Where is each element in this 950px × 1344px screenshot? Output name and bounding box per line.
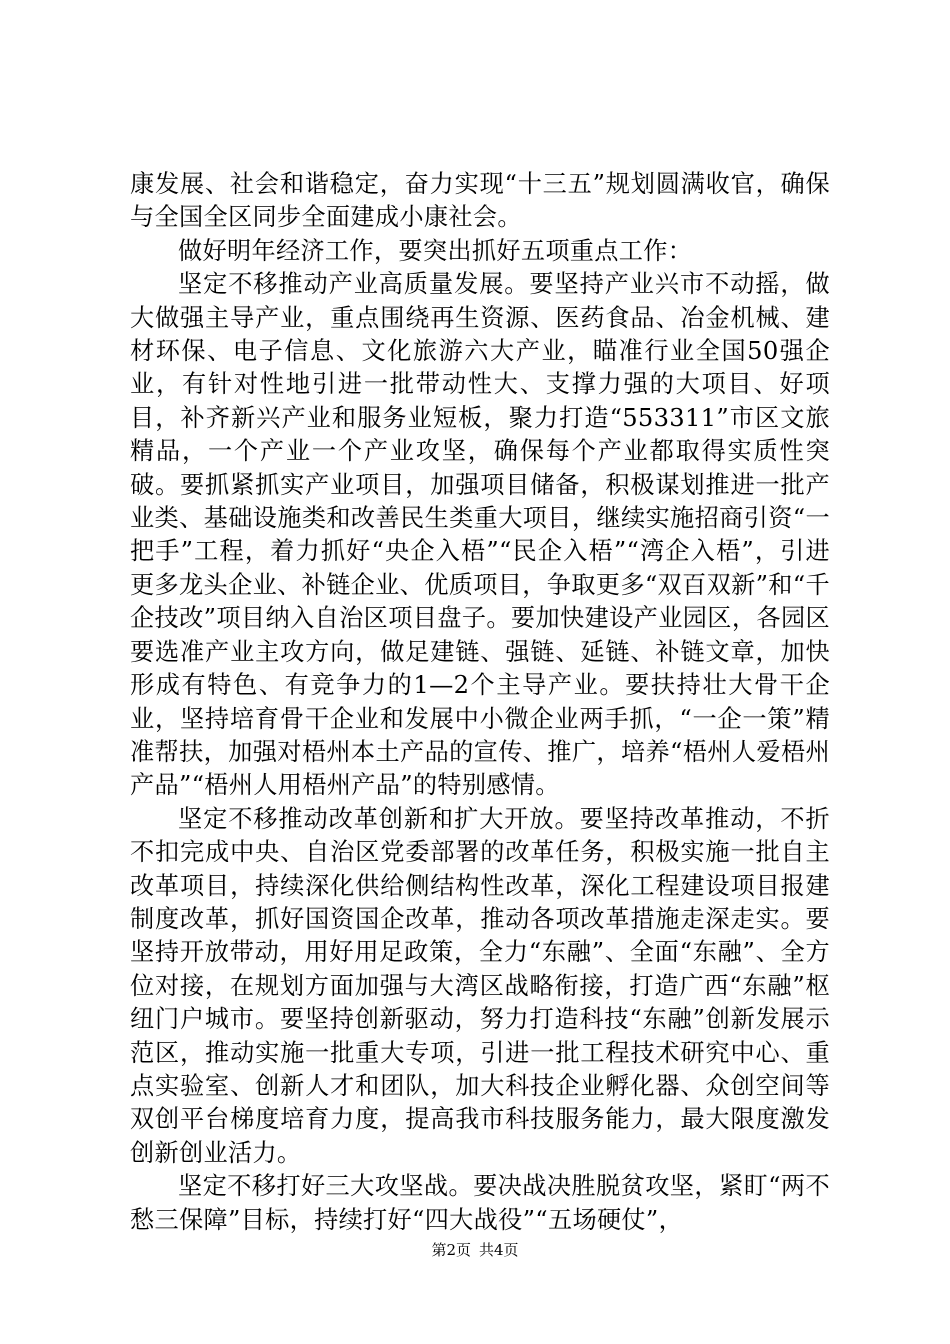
document-body [130, 168, 830, 1237]
page-footer [0, 1240, 950, 1260]
paragraph-5: 坚定不移打好三大攻坚战。要决战决胜脱贫攻坚，紧盯“两不愁三保障”目标，持续打好“四大战役”“五场硬仗”， [130, 1172, 830, 1234]
paragraph-2: 做好明年经济工作，要突出抓好五项重点工作： [178, 236, 693, 265]
paragraph-1: 康发展、社会和谐稳定，奋力实现“十三五”规划圆满收官，确保与全国全区同步全面建成小康社会。 [130, 170, 830, 232]
paragraph-4: 坚定不移推动改革创新和扩大开放。要坚持改革推动，不折不扣完成中央、自治区党委部署的改革任务，积极实施一批自主改革项目，持续深化供给侧结构性改革，深化工程建设项目报建制度改革，抓好国资国企改革，推动各项改革措施走深走实。要坚持开放带动，用好用足政策，全力“东融”、全面“东融”、全方位对接，在规划方面加强与大湾区战略衔接，打造广西“东融”枢纽门户城市。要坚持创新驱动，努力打造科技“东融”创新发展示范区，推动实施一批重大专项，引进一批工程技术研究中心、重点实验室、创新人才和团队，加大科技企业孵化器、众创空间等双创平台梯度培育力度，提高我市科技服务能力，最大限度激发创新创业活力。 [130, 804, 830, 1167]
page-number: 第2页 [431, 1241, 471, 1259]
paragraph-3: 坚定不移推动产业高质量发展。要坚持产业兴市不动摇，做大做强主导产业，重点围绕再生资源、医药食品、冶金机械、建材环保、电子信息、文化旅游六大产业，瞄准行业全国50强企业，有针对性地引进一批带动性大、支撑力强的大项目、好项目，补齐新兴产业和服务业短板，聚力打造“553311”市区文旅精品，一个产业一个产业攻坚，确保每个产业都取得实质性突破。要抓紧抓实产业项目，加强项目储备，积极谋划推进一批产业类、基础设施类和改善民生类重大项目，继续实施招商引资“一把手”工程，着力抓好“央企入梧”“民企入梧”“湾企入梧”，引进更多龙头企业、补链企业、优质项目，争取更多“双百双新”和“千企技改”项目纳入自治区项目盘子。要加快建设产业园区，各园区要选准产业主攻方向，做足建链、强链、延链、补链文章，加快形成有特色、有竞争力的1—2个主导产业。要扶持壮大骨干企业，坚持培育骨干企业和发展中小微企业两手抓，“一企一策”精准帮扶，加强对梧州本土产品的宣传、推广，培养“梧州人爱梧州产品”“梧州人用梧州产品”的特别感情。 [130, 270, 830, 800]
page-total: 共4页 [479, 1241, 519, 1259]
